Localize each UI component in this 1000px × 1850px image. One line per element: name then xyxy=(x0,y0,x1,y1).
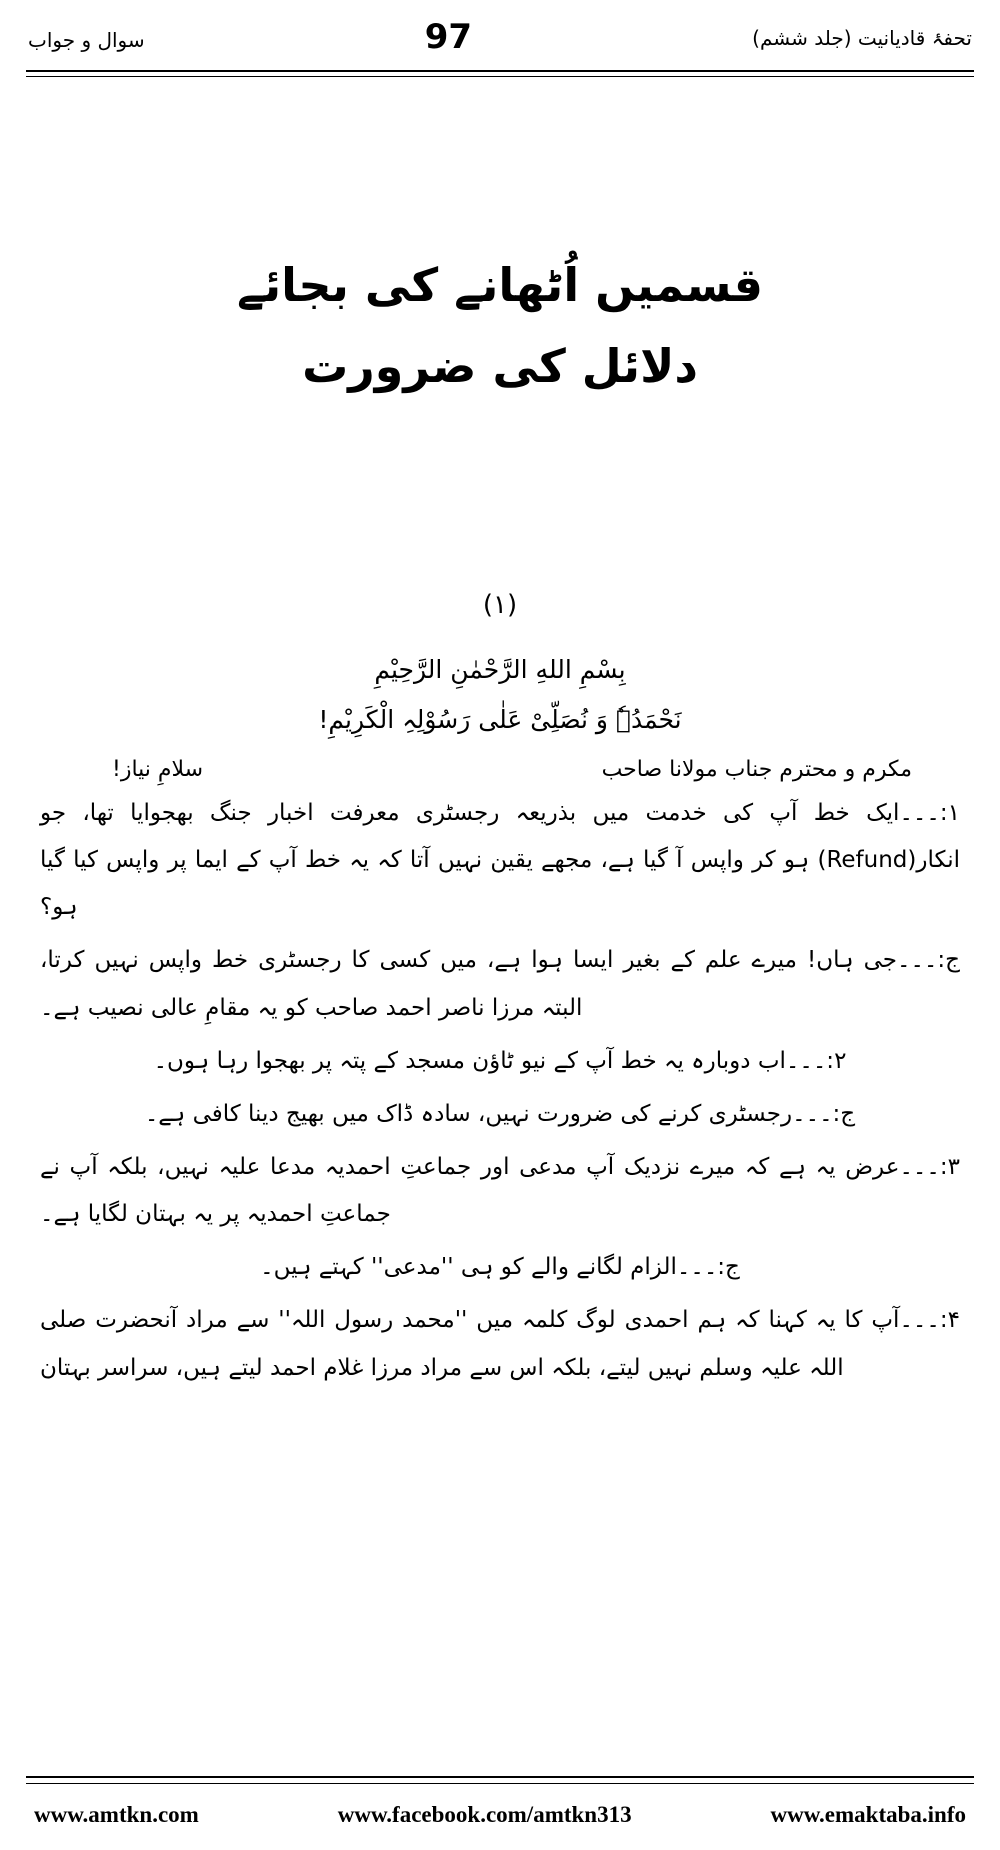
page-number: 97 xyxy=(424,17,473,57)
qa-item xyxy=(40,937,960,1031)
header-book-title: تحفۂ قادیانیت (جلد ششم) xyxy=(752,26,972,50)
qa-label: ۲:۔۔۔ xyxy=(785,1047,847,1074)
qa-label: ج:۔۔۔ xyxy=(676,1254,740,1281)
basmala-line-1: بِسْمِ اللهِ الرَّحْمٰنِ الرَّحِیْمِ xyxy=(374,655,626,684)
qa-text: اب دوبارہ یہ خط آپ کے نیو ٹاؤن مسجد کے پتہ پر بھجوا رہا ہوں۔ xyxy=(153,1047,786,1074)
qa-label: ۱:۔۔۔ xyxy=(899,800,960,826)
footer-divider-thin xyxy=(26,1783,974,1784)
header-section-label: سوال و جواب xyxy=(28,28,145,52)
qa-label: ۳:۔۔۔ xyxy=(899,1153,960,1180)
section-number: (۱) xyxy=(482,590,518,620)
qa-item xyxy=(40,790,960,931)
page-header xyxy=(28,18,972,64)
footer-link-facebook[interactable]: www.facebook.com/amtkn313 xyxy=(337,1802,632,1827)
salutation-greeting: سلامِ نیاز! xyxy=(112,757,204,782)
header-divider-thin xyxy=(26,76,974,77)
qa-text: ایک خط آپ کی خدمت میں بذریعہ رجسٹری معرفت اخبار جنگ بھجوایا تھا، جو انکار(Refund) ہو کر واپس آ گیا ہے، مجھے یقین نہیں آتا کہ یہ خط آپ کے ایما پر واپس کیا گیا ہو؟ xyxy=(40,800,960,921)
qa-text: آپ کا یہ کہنا کہ ہم احمدی لوگ کلمہ میں ''محمد رسول اللہ'' سے مراد آنحضرت صلی اللہ علیہ وسلم نہیں لیتے، بلکہ اس سے مراد مرزا غلام احمد لیتے ہیں، سراسر بہتان xyxy=(40,1307,900,1381)
footer-divider-thick xyxy=(26,1776,974,1778)
qa-label: ۴:۔۔۔ xyxy=(899,1307,960,1334)
qa-label: ج:۔۔۔ xyxy=(792,1100,856,1127)
page-title-line-1: قسمیں اُٹھانے کی بجائے xyxy=(236,258,764,312)
qa-item xyxy=(40,1038,960,1085)
salutation-addressee: مکرم و محترم جناب مولانا صاحب xyxy=(601,757,912,782)
page-body xyxy=(40,590,960,1398)
header-divider-thick xyxy=(26,70,974,72)
basmala-line-2: نَحْمَدُہٗ وَ نُصَلِّیْ عَلٰی رَسُوْلِہِ الْکَرِیْمِ! xyxy=(318,704,682,734)
page-footer xyxy=(34,1802,966,1828)
qa-text: الزام لگانے والے کو ہی ''مدعی'' کہتے ہیں۔ xyxy=(260,1254,677,1281)
qa-item xyxy=(40,1244,960,1291)
footer-link-website[interactable]: www.amtkn.com xyxy=(34,1802,199,1827)
qa-text: جی ہاں! میرے علم کے بغیر ایسا ہوا ہے، میں کسی کا رجسٹری خط واپس نہیں کرتا، البتہ مرزا ناصر احمد صاحب کو یہ مقامِ عالی نصیب ہے۔ xyxy=(40,947,897,1021)
qa-item xyxy=(40,1297,960,1391)
salutation-row xyxy=(40,757,960,782)
qa-item xyxy=(40,1144,960,1238)
footer-link-emaktaba[interactable]: www.emaktaba.info xyxy=(770,1802,966,1827)
qa-text: عرض یہ ہے کہ میرے نزدیک آپ مدعی اور جماعتِ احمدیہ مدعا علیہ نہیں، بلکہ آپ نے جماعتِ احمدیہ پر یہ بہتان لگایا ہے۔ xyxy=(40,1153,900,1228)
page-title-line-2: دلائل کی ضرورت xyxy=(302,338,698,393)
page-title xyxy=(0,245,1000,406)
qa-item xyxy=(40,1091,960,1138)
qa-label: ج:۔۔۔ xyxy=(896,947,960,974)
qa-text: رجسٹری کرنے کی ضرورت نہیں، سادہ ڈاک میں بھیج دینا کافی ہے۔ xyxy=(144,1100,793,1127)
